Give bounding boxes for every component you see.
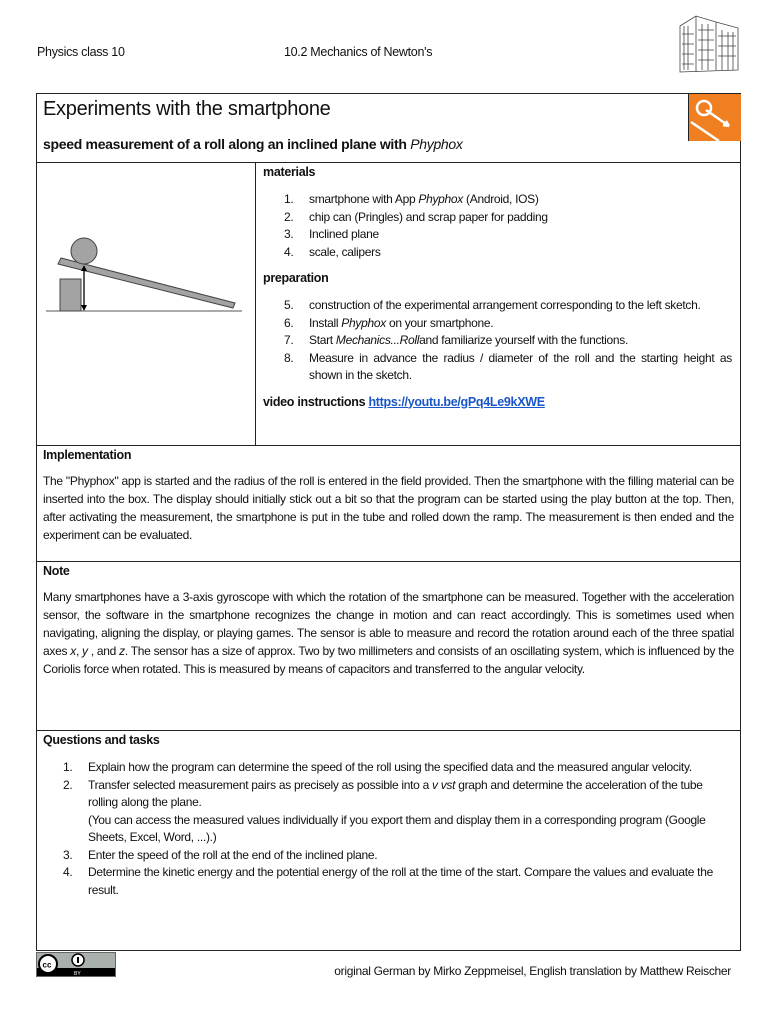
item-text: (Android, IOS) xyxy=(463,192,539,206)
sketch-cell xyxy=(37,163,256,445)
item-number: 1. xyxy=(284,192,294,206)
note-section xyxy=(37,562,740,731)
footer-credit: original German by Mirko Zeppmeisel, English translation by Matthew Reischer xyxy=(334,964,731,978)
questions-heading: Questions and tasks xyxy=(43,733,160,747)
list-item xyxy=(63,864,734,899)
implementation-text: The "Phyphox" app is started and the radius of the roll is entered in the field provided. Then the smartphone with the filling material can be inserted into the box. The display should initially stick out a bit so that the program can be started using the play button at the top. Then, after activating the measurement, the smartphone is put in the tube and rolled down the ramp. The measurement is then ended and the experiment can be evaluated. xyxy=(43,474,734,542)
item-number: 4. xyxy=(284,244,294,259)
materials-heading: materials xyxy=(263,165,316,179)
item-text: Measure in advance the radius / diameter of the roll and the starting height as shown in the sketch. xyxy=(309,350,732,382)
item-text: chip can (Pringles) and scrap paper for padding xyxy=(309,209,548,224)
svg-text:cc: cc xyxy=(42,960,52,970)
item-number: 2. xyxy=(63,777,73,792)
item-note: (You can access the measured values individually if you export them and display them in a corresponding program (Google Sheets, Excel, Word, ...).) xyxy=(88,812,706,844)
mechanics-icon xyxy=(688,94,741,141)
item-text: Install xyxy=(309,315,342,330)
implementation-section xyxy=(37,446,740,562)
item-number: 5. xyxy=(284,298,294,312)
preparation-list xyxy=(284,297,732,385)
list-item xyxy=(63,759,734,777)
video-link[interactable]: https://youtu.be/gPq4Le9kXWE xyxy=(368,394,545,409)
inclined-plane-sketch xyxy=(37,163,256,446)
item-number: 3. xyxy=(63,847,73,862)
item-text: Explain how the program can determine the speed of the roll using the specified data and the measured angular velocity. xyxy=(88,760,692,774)
item-text: graph and determine the acceleration of the tube rolling along the plane. xyxy=(88,777,703,809)
item-text: and familiarize yourself with the functions. xyxy=(419,333,629,347)
materials-cell xyxy=(263,165,732,409)
note-heading: Note xyxy=(43,564,70,578)
implementation-heading: Implementation xyxy=(43,448,132,462)
svg-text:BY: BY xyxy=(74,971,81,976)
list-item xyxy=(284,297,732,315)
cc-by-license-badge xyxy=(36,952,116,977)
list-item xyxy=(284,332,732,350)
subtitle-app: Phyphox xyxy=(410,136,463,152)
item-text: scale, calipers xyxy=(309,244,381,259)
note-text-part: Many smartphones have a 3-axis gyroscope with which the rotation of the smartphone can be measured. Together with the acceleration sensor, the software in the smartphone recognizes the change in motion and can react accordingly. This is sometimes used when navigating, aligning the display, or playing games. The sensor is able to measure and record the rotation around each of the three spatial axes xyxy=(43,590,734,658)
video-instructions xyxy=(263,395,732,409)
preparation-heading: preparation xyxy=(263,271,329,285)
item-number: 2. xyxy=(284,209,294,224)
list-item xyxy=(284,191,732,209)
materials-list xyxy=(284,191,732,261)
item-text: Enter the speed of the roll at the end of the inclined plane. xyxy=(88,847,378,862)
header-chapter: 10.2 Mechanics of Newton's xyxy=(284,45,433,59)
video-label: video instructions xyxy=(263,394,369,409)
axis-y: y xyxy=(82,644,88,658)
note-text-part: , and xyxy=(87,644,120,658)
questions-list xyxy=(63,759,734,899)
item-text: construction of the experimental arrangement corresponding to the left sketch. xyxy=(309,298,701,312)
item-italic: Phyphox xyxy=(341,315,386,330)
item-italic: Phyphox xyxy=(418,192,464,206)
list-item xyxy=(63,777,734,847)
list-item xyxy=(63,847,734,865)
item-text: Inclined plane xyxy=(309,227,379,241)
item-text: Transfer selected measurement pairs as precisely as possible into a xyxy=(88,777,432,792)
list-item xyxy=(284,350,732,385)
item-text: on your smartphone. xyxy=(385,315,494,330)
item-text: Start xyxy=(309,333,336,347)
axis-x: x xyxy=(70,644,76,658)
list-item xyxy=(284,315,732,333)
item-number: 8. xyxy=(284,350,294,365)
item-number: 6. xyxy=(284,315,294,330)
header-class: Physics class 10 xyxy=(37,45,125,59)
list-item xyxy=(284,226,732,244)
worksheet-title: Experiments with the smartphone xyxy=(43,98,331,120)
item-number: 1. xyxy=(63,760,73,774)
title-row xyxy=(37,94,740,163)
list-item xyxy=(284,209,732,227)
item-number: 4. xyxy=(63,865,73,879)
note-text-part: . The sensor has a size of approx. Two by two millimeters and consists of an oscillating system, which is influenced by the Coriolis force when rotated. This is measured by means of capacitors and transferred to the angular velocity. xyxy=(43,644,735,676)
item-number: 3. xyxy=(284,227,294,241)
list-item xyxy=(284,244,732,262)
questions-section xyxy=(37,731,740,952)
item-text: smartphone with App xyxy=(309,192,419,206)
axis-z: z xyxy=(119,644,125,658)
worksheet xyxy=(36,93,741,951)
subtitle-text: speed measurement of a roll along an inclined plane with xyxy=(43,136,411,152)
item-text: Determine the kinetic energy and the potential energy of the roll at the time of the start. Compare the values and evaluate the result. xyxy=(88,865,713,897)
school-building-logo xyxy=(676,12,742,74)
materials-row xyxy=(37,163,740,446)
worksheet-subtitle xyxy=(43,136,463,152)
item-italic: Mechanics...Roll xyxy=(335,333,420,347)
item-italic: v vst xyxy=(432,777,456,792)
item-number: 7. xyxy=(284,333,294,347)
note-text-part: , xyxy=(75,644,83,658)
note-text xyxy=(43,588,734,678)
